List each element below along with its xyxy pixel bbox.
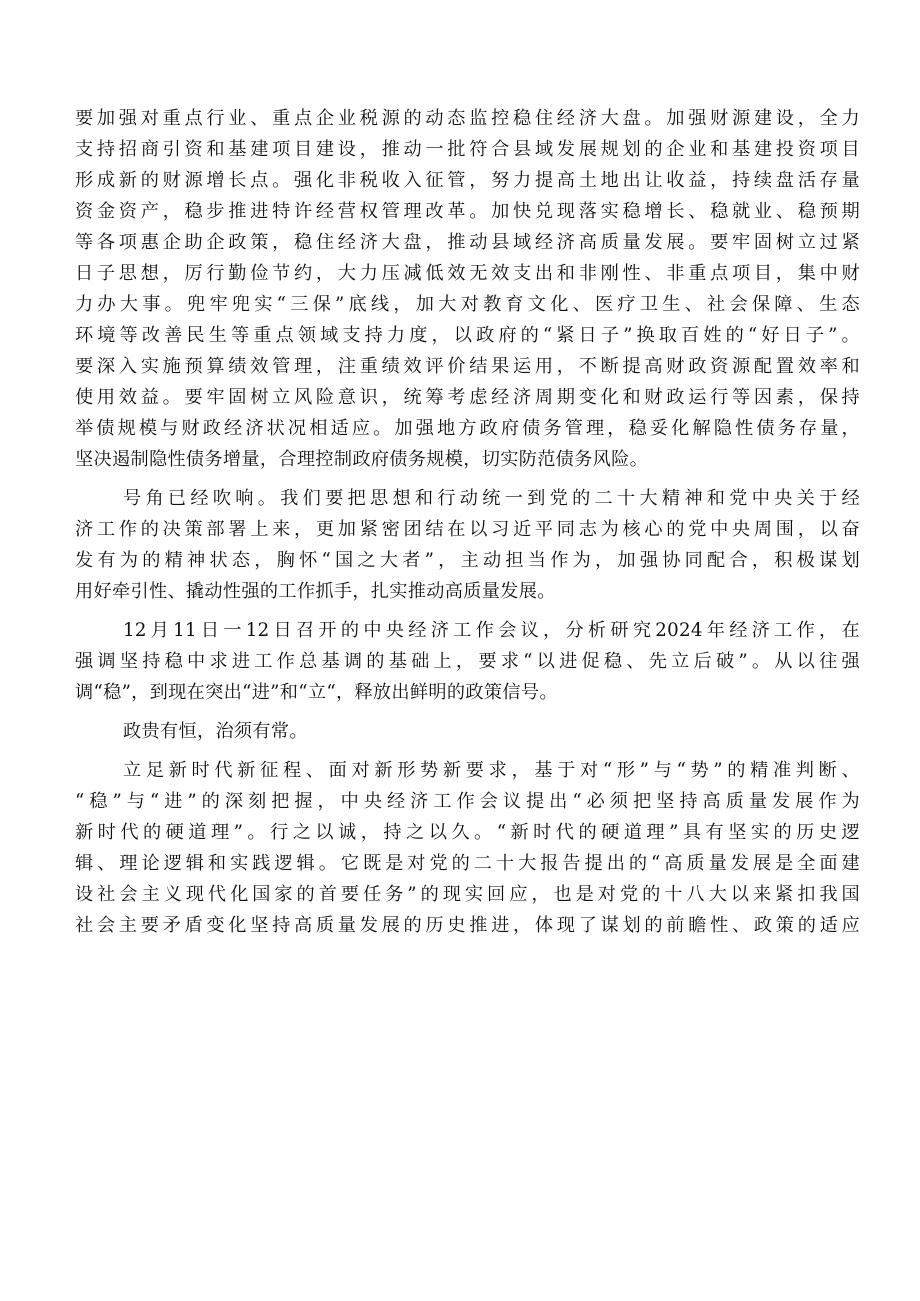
text-line: 力办大事。兜牢兜实“三保”底线，加大对教育文化、医疗卫生、社会保障、生态 [75, 294, 860, 315]
text-line: 形成新的财源增长点。强化非税收入征管，努力提高土地出让收益，持续盘活存量 [75, 170, 860, 191]
paragraph [75, 615, 860, 708]
text-line: 新时代的硬道理”。行之以诚，持之以久。“新时代的硬道理”具有坚实的历史逻 [75, 822, 860, 843]
text-line: 强调坚持稳中求进工作总基调的基础上，要求“以进促稳、先立后破”。从以往强 [75, 651, 860, 672]
paragraph-gap [75, 475, 860, 483]
paragraph [75, 755, 860, 941]
text-line: 日子思想，厉行勤俭节约，大力压减低效无效支出和非刚性、非重点项目，集中财 [75, 263, 860, 284]
text-line: 等各项惠企助企政策，稳住经济大盘，推动县域经济高质量发展。要牢固树立过紧 [75, 232, 860, 253]
text-line: 政贵有恒，治须有常。 [123, 721, 308, 742]
text-line: 用好牵引性、撬动性强的工作抓手，扎实推动高质量发展。 [75, 581, 556, 602]
text-line: 要深入实施预算绩效管理，注重绩效评价结果运用，不断提高财政资源配置效率和 [75, 356, 860, 377]
text-line: 调“稳”，到现在突出“进”和“立“，释放出鲜明的政策信号。 [75, 682, 558, 703]
paragraph [75, 716, 860, 747]
paragraph [75, 483, 860, 607]
text-line: 要加强对重点行业、重点企业税源的动态监控稳住经济大盘。加强财源建设，全力 [75, 108, 860, 129]
document-page [75, 103, 860, 941]
text-line: 辑、理论逻辑和实践逻辑。它既是对党的二十大报告提出的“高质量发展是全面建 [75, 853, 860, 874]
text-line: 济工作的决策部署上来，更加紧密团结在以习近平同志为核心的党中央周围，以奋 [75, 519, 860, 540]
text-line: 社会主要矛盾变化坚持高质量发展的历史推进，体现了谋划的前瞻性、政策的适应 [75, 915, 860, 936]
paragraph-gap [75, 747, 860, 755]
text-line: 立足新时代新征程、面对新形势新要求，基于对“形”与“势”的精准判断、 [123, 760, 860, 781]
paragraph-gap [75, 708, 860, 716]
text-line: 资金资产，稳步推进特许经营权管理改革。加快兑现落实稳增长、稳就业、稳预期 [75, 201, 860, 222]
text-line: “稳”与“进”的深刻把握，中央经济工作会议提出“必须把坚持高质量发展作为 [75, 791, 860, 812]
text-line: 使用效益。要牢固树立风险意识，统筹考虑经济周期变化和财政运行等因素，保持 [75, 387, 860, 408]
text-line: 12月11日一12日召开的中央经济工作会议，分析研究2024年经济工作，在 [123, 620, 860, 641]
paragraph-gap [75, 607, 860, 615]
text-line: 举债规模与财政经济状况相适应。加强地方政府债务管理，稳妥化解隐性债务存量， [75, 418, 860, 439]
text-line: 设社会主义现代化国家的首要任务”的现实回应，也是对党的十八大以来紧扣我国 [75, 884, 860, 905]
text-line: 坚决遏制隐性债务增量，合理控制政府债务规模，切实防范债务风险。 [75, 449, 649, 470]
text-line: 支持招商引资和基建项目建设，推动一批符合县域发展规划的企业和基建投资项目 [75, 139, 860, 160]
text-line: 环境等改善民生等重点领域支持力度，以政府的“紧日子”换取百姓的“好日子”。 [75, 325, 860, 346]
paragraph [75, 103, 860, 475]
text-line: 发有为的精神状态，胸怀“国之大者”，主动担当作为，加强协同配合，积极谋划 [75, 550, 860, 571]
text-line: 号角已经吹响。我们要把思想和行动统一到党的二十大精神和党中央关于经 [123, 488, 860, 509]
